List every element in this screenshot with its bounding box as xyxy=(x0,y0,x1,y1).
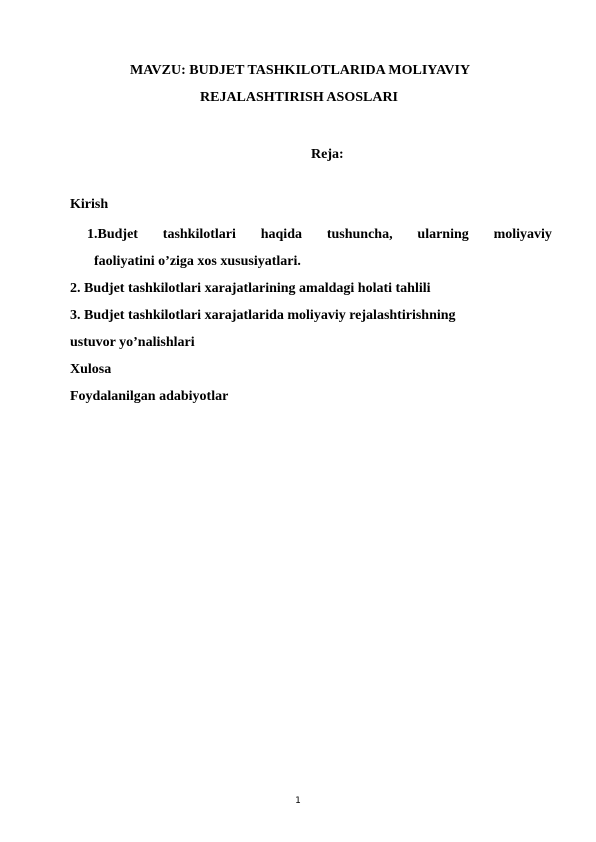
toc-item-1-word: ularning xyxy=(417,227,469,242)
toc-conclusion: Xulosa xyxy=(70,362,112,377)
toc-item-1-word: haqida xyxy=(260,227,302,242)
toc-item-3-line-2: ustuvor yo’nalishlari xyxy=(70,335,195,350)
toc-item-2: 2. Budjet tashkilotlari xarajatlarining amaldagi holati tahlili xyxy=(70,281,431,296)
toc-item-1-line-1 xyxy=(87,227,552,243)
toc-item-1-word: tashkilotlari xyxy=(162,227,236,242)
toc-item-1-word: tushuncha, xyxy=(326,227,393,242)
toc-intro: Kirish xyxy=(70,197,109,212)
title-line-2: REJALASHTIRISH ASOSLARI xyxy=(200,90,399,105)
toc-item-1-word: 1.Budjet xyxy=(87,227,138,242)
toc-references: Foydalanilgan adabiyotlar xyxy=(70,389,229,404)
toc-item-1-line-2: faoliyatini o’ziga xos xususiyatlari. xyxy=(94,254,301,269)
plan-heading: Reja: xyxy=(311,147,344,162)
title-line-1: MAVZU: BUDJET TASHKILOTLARIDA MOLIYAVIY xyxy=(130,63,471,78)
toc-item-1-word: moliyaviy xyxy=(493,227,552,242)
page-number: 1 xyxy=(295,796,301,806)
toc-item-3-line-1: 3. Budjet tashkilotlari xarajatlarida moliyaviy rejalashtirishning xyxy=(70,308,456,323)
